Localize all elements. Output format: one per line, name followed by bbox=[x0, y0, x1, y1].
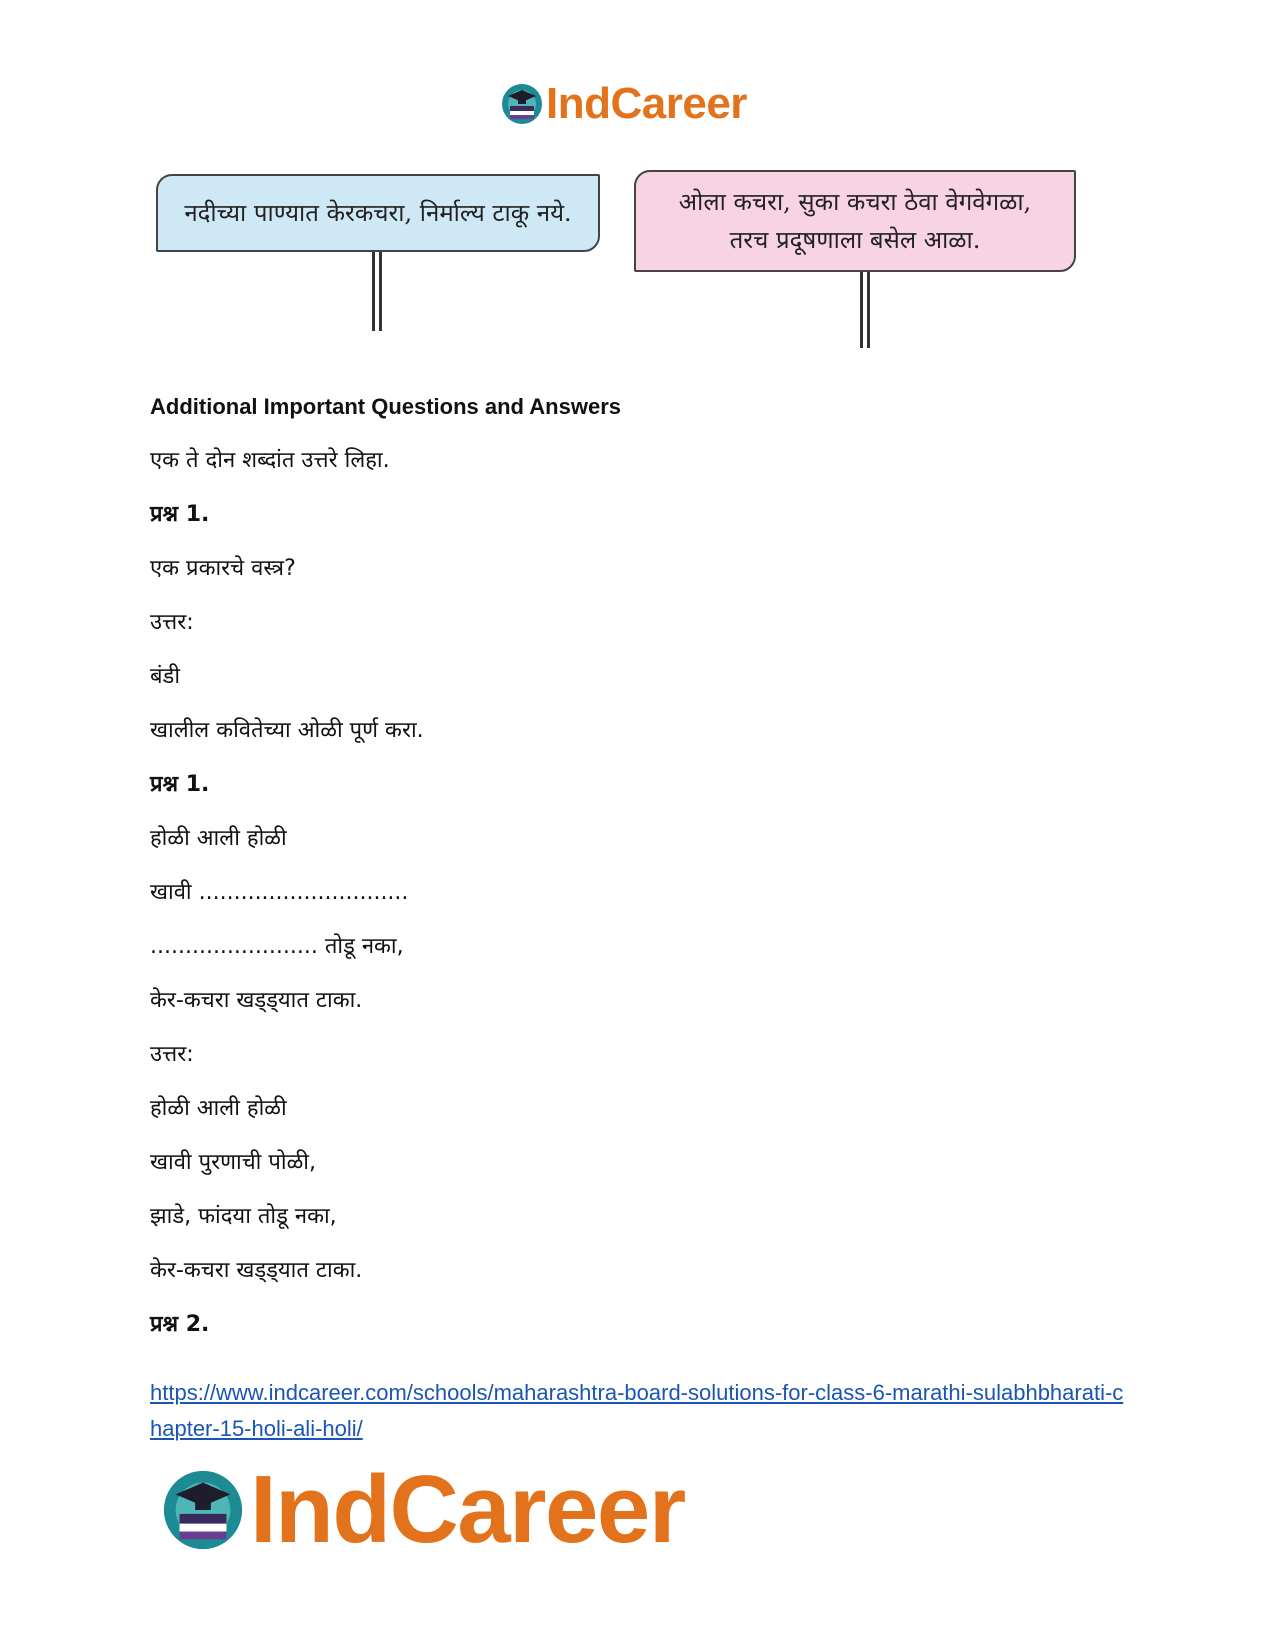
footer-logo bbox=[160, 1456, 685, 1563]
poem-line: केर-कचरा खड्ड्यात टाका. bbox=[150, 988, 363, 1013]
source-link[interactable]: https://www.indcareer.com/schools/maharashtra-board-solutions-for-class-6-marathi-sulabhbharati-chapter-15-holi-ali-holi/ bbox=[150, 1380, 1124, 1441]
instruction: खालील कवितेच्या ओळी पूर्ण करा. bbox=[150, 718, 424, 743]
graduation-book-icon bbox=[500, 82, 544, 126]
logo-text: IndCareer bbox=[546, 79, 747, 128]
poem-blank-line: ........................ तोडू नका, bbox=[150, 934, 404, 959]
answer-text: बंडी bbox=[150, 664, 181, 689]
sign-board-river bbox=[156, 174, 600, 252]
question-label: प्रश्न 1. bbox=[150, 772, 210, 797]
header-logo bbox=[500, 76, 747, 132]
question-label: प्रश्न 2. bbox=[150, 1312, 210, 1337]
logo-text: IndCareer bbox=[250, 1456, 685, 1563]
sign-board-waste bbox=[634, 170, 1076, 272]
sign-text-waste-2: तरच प्रदूषणाला बसेल आळा. bbox=[729, 226, 981, 254]
poem-answer-line: होळी आली होळी bbox=[150, 1096, 287, 1121]
question-text: एक प्रकारचे वस्त्र? bbox=[150, 556, 296, 581]
poem-blank-line: खावी .............................. bbox=[150, 880, 409, 905]
answer-label: उत्तर: bbox=[150, 610, 194, 635]
sign-pole bbox=[372, 252, 382, 331]
poem-answer-line: खावी पुरणाची पोळी, bbox=[150, 1150, 316, 1175]
instruction: एक ते दोन शब्दांत उत्तरे लिहा. bbox=[150, 448, 390, 473]
sign-text-waste-1: ओला कचरा, सुका कचरा ठेवा वेगवेगळा, bbox=[678, 188, 1032, 216]
sign-pole bbox=[860, 272, 870, 348]
poem-answer-line: केर-कचरा खड्ड्यात टाका. bbox=[150, 1258, 363, 1283]
poem-line: होळी आली होळी bbox=[150, 826, 287, 851]
answer-label: उत्तर: bbox=[150, 1042, 194, 1067]
poem-answer-line: झाडे, फांदया तोडू नका, bbox=[150, 1204, 337, 1229]
question-label: प्रश्न 1. bbox=[150, 502, 210, 527]
sign-text-river: नदीच्या पाण्यात केरकचरा, निर्माल्य टाकू नये. bbox=[184, 199, 572, 227]
graduation-book-icon bbox=[160, 1467, 246, 1553]
section-heading: Additional Important Questions and Answers bbox=[150, 394, 622, 419]
